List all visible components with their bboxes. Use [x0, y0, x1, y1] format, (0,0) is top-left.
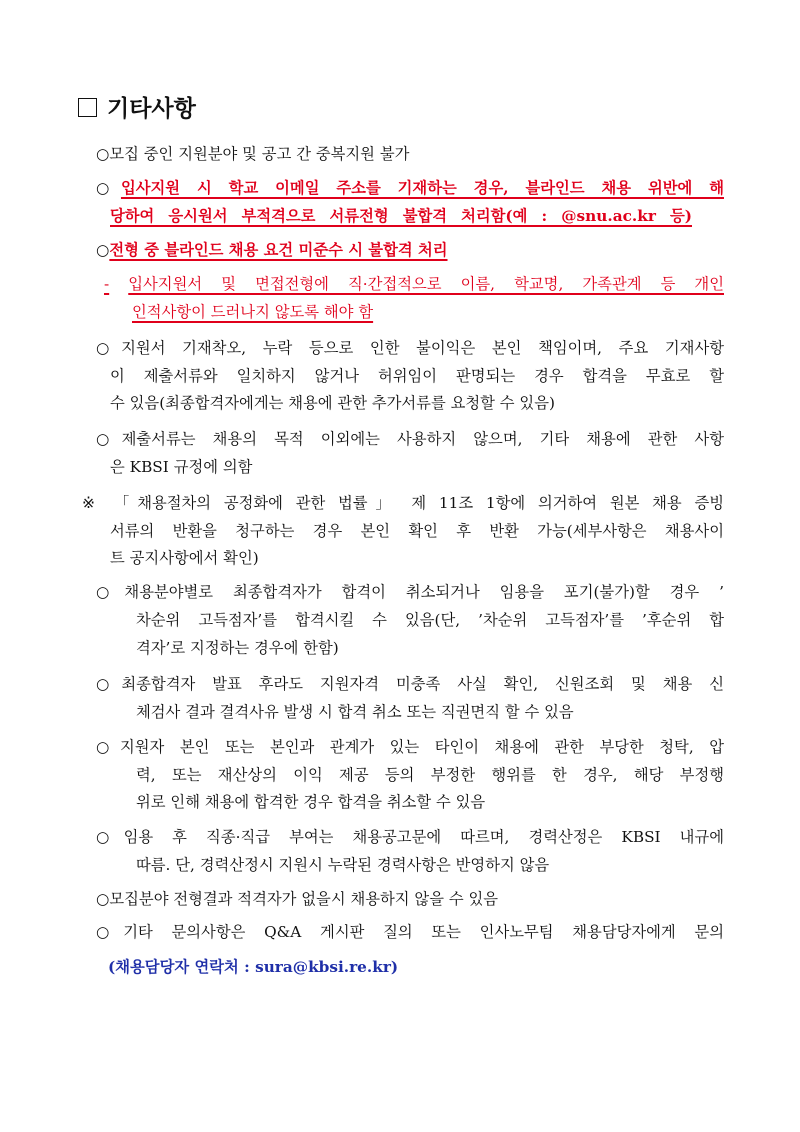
item-blind-sub-line2: 인적사항이 드러나지 않도록 해야 함	[132, 303, 374, 321]
note-line3: 트 공지사항에서 확인)	[110, 549, 259, 567]
item-career-calc-line1: ○임용 후 직종·직급 부여는 채용공고문에 따르며, 경력산정은 KBSI 내규에	[96, 828, 724, 846]
item-improper-request-line1: ○지원자 본인 또는 본인과 관계가 있는 타인이 채용에 관한 부당한 청탁, 압	[96, 738, 724, 756]
item-inquiry: ○기타 문의사항은 Q&A 게시판 질의 또는 인사노무팀 채용담당자에게 문의	[96, 923, 724, 941]
item-improper-request-line2: 력, 또는 재산상의 이익 제공 등의 부정한 행위를 한 경우, 해당 부정행	[136, 766, 724, 784]
item-no-qualified: ○모집분야 전형결과 적격자가 없을시 채용하지 않을 수 있음	[96, 890, 499, 908]
checkbox-square-icon	[78, 98, 97, 117]
item-document-usage-line1: ○제출서류는 채용의 목적 이외에는 사용하지 않으며, 기타 채용에 관한 사항	[96, 430, 724, 448]
section-title: 기타사항	[107, 96, 196, 122]
item-career-calc-line2: 따름. 단, 경력산정시 지원시 누락된 경력사항은 반영하지 않음	[136, 856, 550, 874]
item-next-rank-line2: 차순위 고득점자’를 합격시킬 수 있음(단, ’차순위 고득점자’를 ’후순위 합	[136, 611, 724, 629]
item-application-errors-line3: 수 있음(최종합격자에게는 채용에 관한 추가서류를 요청할 수 있음)	[110, 394, 555, 412]
item-next-rank-line1: ○채용분야별로 최종합격자가 합격이 취소되거나 임용을 포기(불가)할 경우 ’	[96, 583, 724, 601]
contact-info: (채용담당자 연락처 : sura@kbsi.re.kr)	[108, 958, 399, 976]
note-mark: ※	[82, 494, 95, 512]
section-heading	[78, 90, 196, 123]
item-next-rank-line3: 격자’로 지정하는 경우에 한함)	[136, 639, 339, 657]
item-qualification-check-line2: 체검사 결과 결격사유 발생 시 합격 취소 또는 직권면직 할 수 있음	[136, 703, 574, 721]
item-application-errors-line2: 이 제출서류와 일치하지 않거나 허위임이 판명되는 경우 합격을 무효로 할	[110, 367, 724, 385]
item-qualification-check-line1: ○최종합격자 발표 후라도 지원자격 미충족 사실 확인, 신원조회 및 채용 신	[96, 675, 724, 693]
item-document-usage-line2: 은 KBSI 규정에 의함	[110, 458, 253, 476]
note-line2: 서류의 반환을 청구하는 경우 본인 확인 후 반환 가능(세부사항은 채용사이	[110, 522, 724, 540]
item-blind-sub-line1: - 입사지원서 및 면접전형에 직·간접적으로 이름, 학교명, 가족관계 등 개인	[104, 275, 724, 293]
item-improper-request-line3: 위로 인해 채용에 합격한 경우 합격을 취소할 수 있음	[136, 793, 486, 811]
item-email-warning-line2: 당하여 응시원서 부적격으로 서류전형 불합격 처리함(예 : @snu.ac.kr 등)	[110, 207, 692, 225]
item-blind-requirement: ○전형 중 블라인드 채용 요건 미준수 시 불합격 처리	[96, 241, 448, 259]
item-email-warning-line1: ○입사지원 시 학교 이메일 주소를 기재하는 경우, 블라인드 채용 위반에 해	[96, 179, 724, 197]
item-application-errors-line1: ○지원서 기재착오, 누락 등으로 인한 불이익은 본인 책임이며, 주요 기재사항	[96, 339, 724, 357]
note-line1: 「채용절차의 공정화에 관한 법률」 제 11조 1항에 의거하여 원본 채용 증빙	[114, 494, 724, 512]
item-duplicate-application: ○모집 중인 지원분야 및 공고 간 중복지원 불가	[96, 145, 410, 163]
